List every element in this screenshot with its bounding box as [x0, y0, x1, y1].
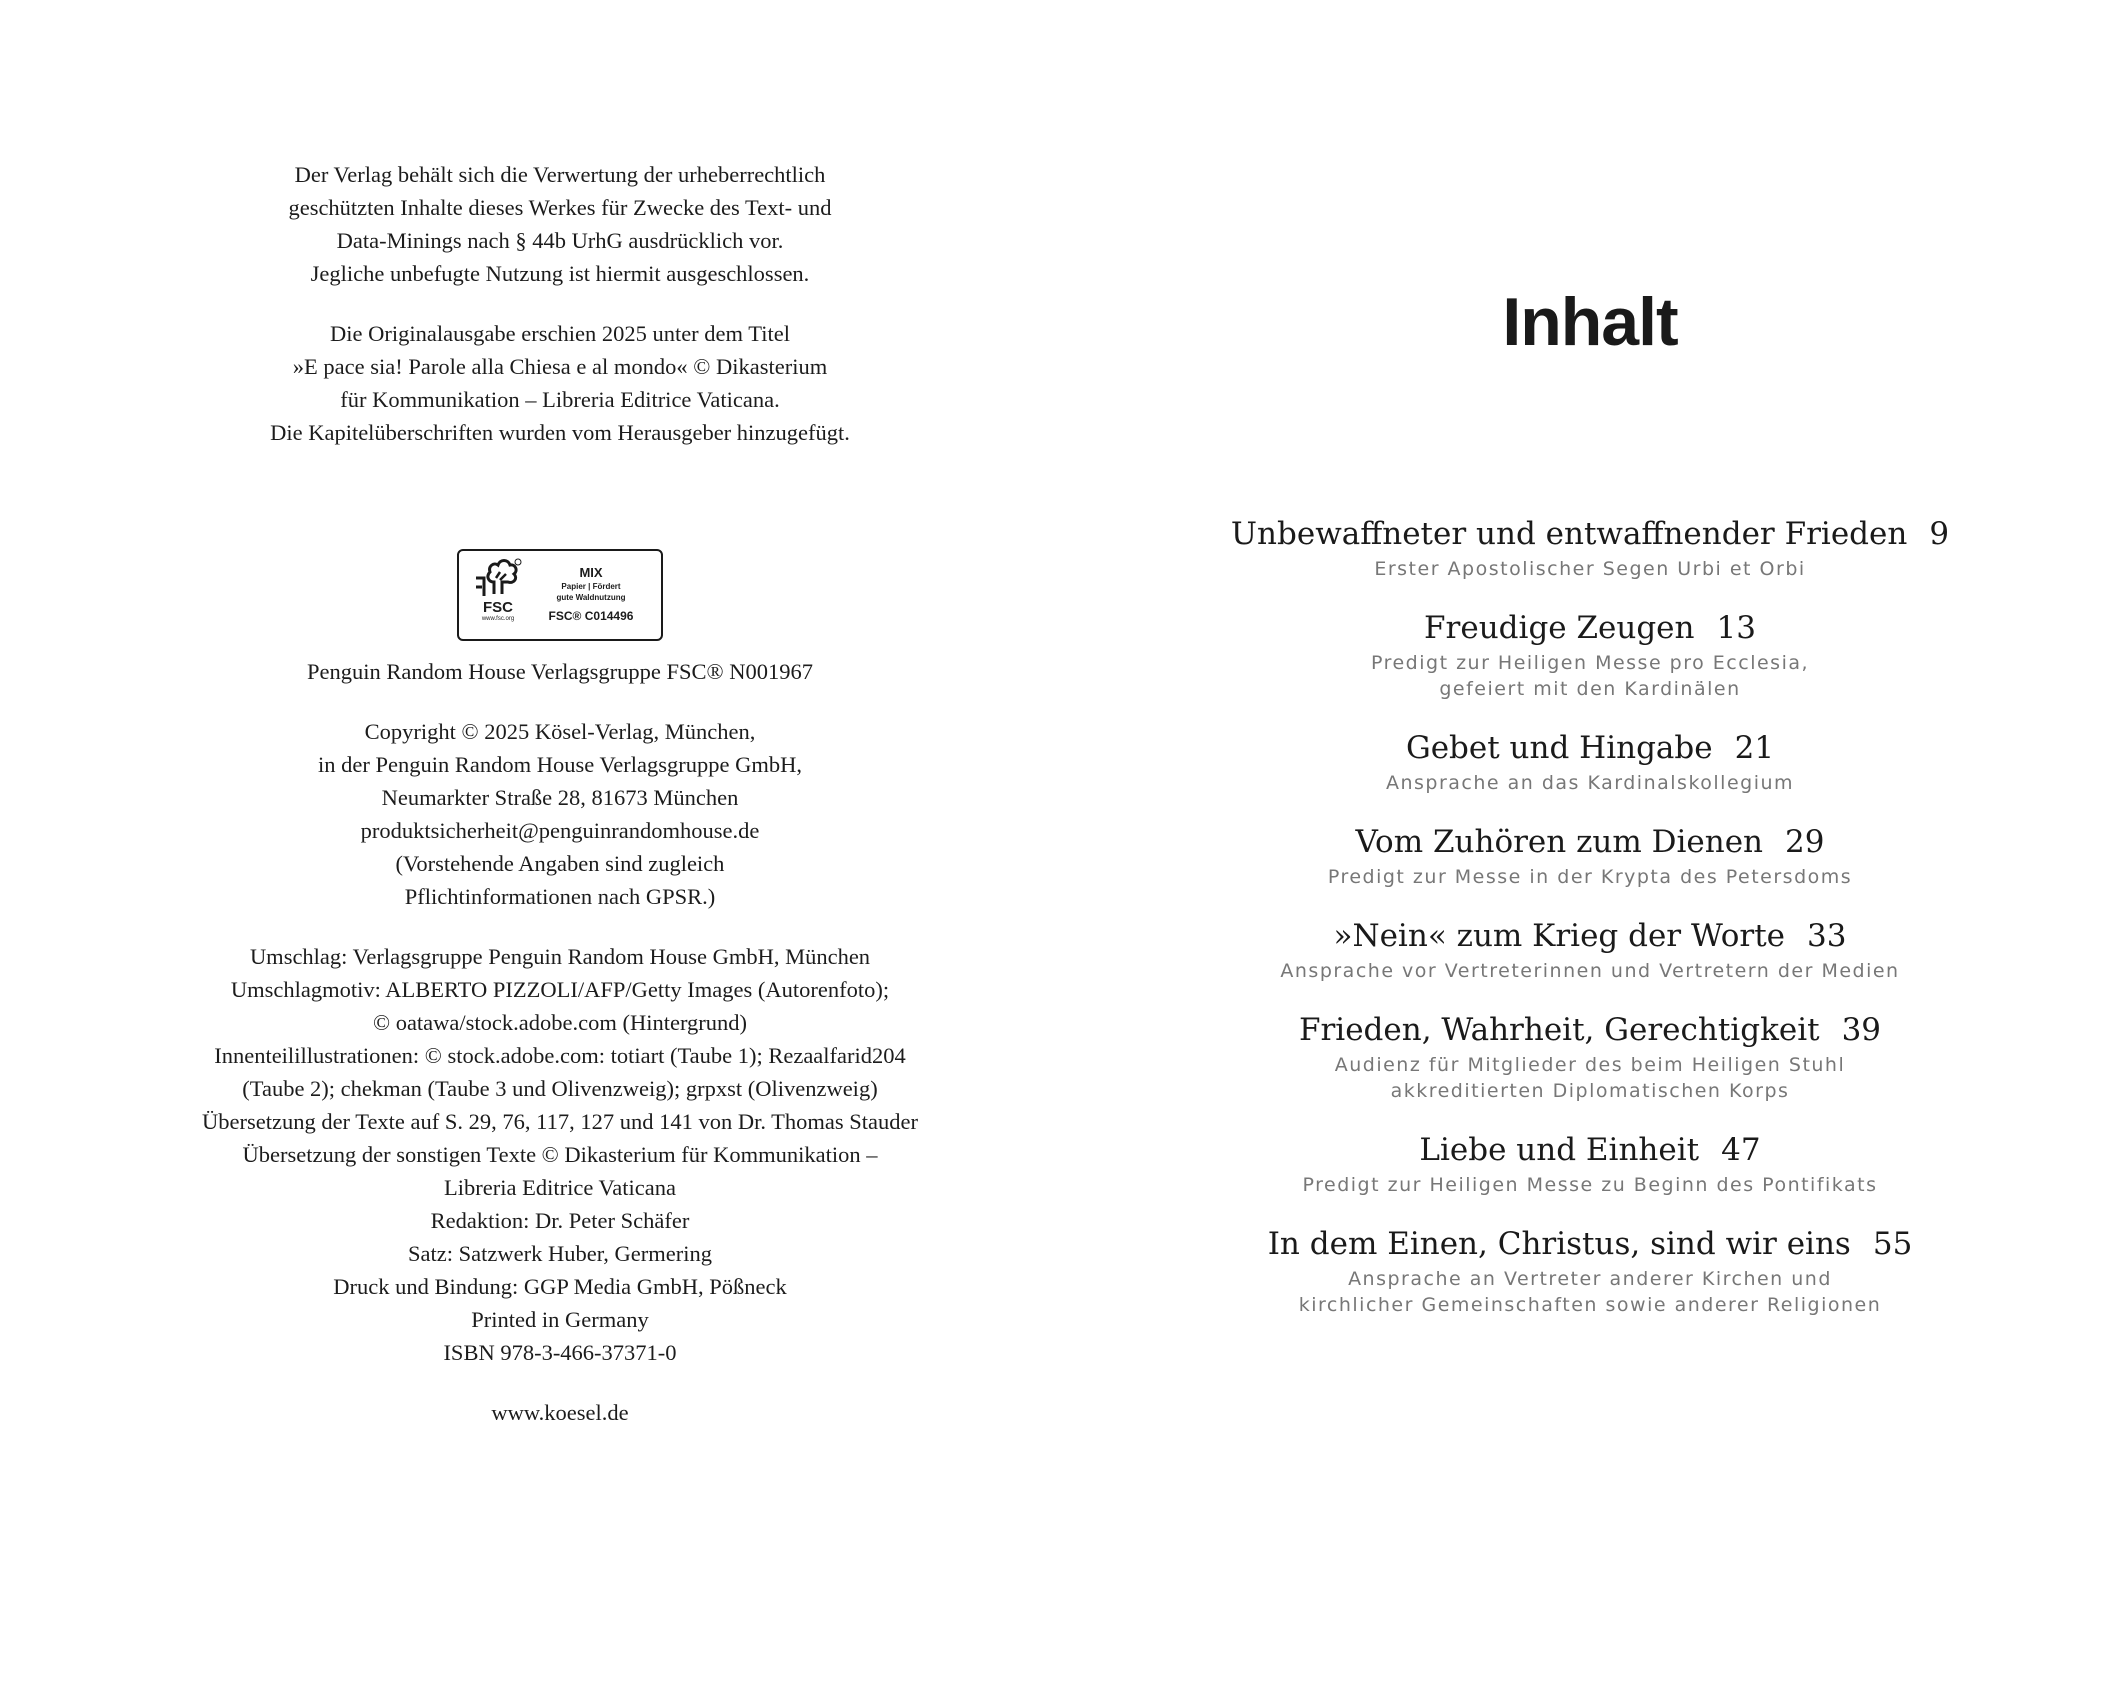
text-line: in der Penguin Random House Verlagsgruppe GmbH, — [318, 752, 802, 777]
fsc-paper-line-1: Papier | Fördert — [561, 582, 621, 591]
text-line: Satz: Satzwerk Huber, Germering — [408, 1241, 712, 1266]
text-line: Neumarkter Straße 28, 81673 München — [381, 785, 739, 810]
text-line: für Kommunikation – Libreria Editrice Vaticana. — [340, 387, 780, 412]
text-line: Penguin Random House Verlagsgruppe FSC® N001967 — [306, 659, 814, 684]
toc-entry-heading — [1190, 726, 1990, 770]
text-line: Umschlag: Verlagsgruppe Penguin Random House GmbH, München — [249, 944, 871, 969]
text-line: Übersetzung der sonstigen Texte © Dikasterium für Kommunikation – — [242, 1142, 878, 1167]
toc-entry-heading — [1190, 606, 1990, 650]
text-line: Die Originalausgabe erschien 2025 unter dem Titel — [330, 321, 790, 346]
toc-entry-subtitle — [1190, 1266, 1990, 1318]
toc-entry-heading — [1190, 1008, 1990, 1052]
text-line: Data-Minings nach § 44b UrhG ausdrücklich vor. — [336, 228, 784, 253]
toc-entry-heading — [1190, 820, 1990, 864]
text-line: ISBN 978-3-466-37371-0 — [443, 1340, 677, 1365]
toc-entry-page-number: 33 — [1807, 918, 1847, 954]
text-mining-notice — [140, 158, 980, 290]
toc-subtitle-line: Predigt zur Heiligen Messe zu Beginn des Pontifikats — [1302, 1174, 1878, 1196]
publisher-website — [140, 1396, 980, 1429]
toc-subtitle-line: Erster Apostolischer Segen Urbi et Orbi — [1374, 558, 1806, 580]
toc-entry-title: Vom Zuhören zum Dienen — [1355, 824, 1764, 860]
text-line: Jegliche unbefugte Nutzung ist hiermit ausgeschlossen. — [310, 261, 810, 286]
toc-entry-heading — [1190, 512, 1990, 556]
toc-entry[interactable] — [1190, 1008, 1990, 1104]
toc-subtitle-line: Predigt zur Heiligen Messe pro Ecclesia, — [1370, 652, 1810, 674]
text-line: Umschlagmotiv: ALBERTO PIZZOLI/AFP/Getty Images (Autorenfoto); — [230, 977, 890, 1002]
toc-entry[interactable] — [1190, 914, 1990, 984]
text-line: Pflichtinformationen nach GPSR.) — [404, 884, 716, 909]
toc-entry[interactable] — [1190, 1128, 1990, 1198]
text-line: produktsicherheit@penguinrandomhouse.de — [360, 818, 760, 843]
original-edition-notice — [140, 317, 980, 449]
toc-entry-page-number: 29 — [1785, 824, 1825, 860]
toc-entry-subtitle — [1190, 1052, 1990, 1104]
toc-page — [1190, 282, 1990, 1342]
toc-entry-page-number: 9 — [1929, 516, 1950, 552]
text-line: Redaktion: Dr. Peter Schäfer — [430, 1208, 690, 1233]
toc-entry-subtitle — [1190, 1172, 1990, 1198]
toc-entry[interactable] — [1190, 606, 1990, 702]
toc-entry-page-number: 13 — [1716, 610, 1756, 646]
text-line: Die Kapitelüberschriften wurden vom Herausgeber hinzugefügt. — [270, 420, 850, 445]
toc-entry-subtitle — [1190, 958, 1990, 984]
toc-entry-heading — [1190, 1222, 1990, 1266]
toc-entry[interactable] — [1190, 820, 1990, 890]
toc-entry-subtitle — [1190, 556, 1990, 582]
toc-subtitle-line: Ansprache an das Kardinalskollegium — [1385, 772, 1795, 794]
text-line: »E pace sia! Parole alla Chiesa e al mondo« © Dikasterium — [292, 354, 828, 379]
text-line: © oatawa/stock.adobe.com (Hintergrund) — [372, 1010, 748, 1035]
publisher-fsc-line — [140, 655, 980, 688]
toc-subtitle-line: Predigt zur Messe in der Krypta des Petersdoms — [1327, 866, 1853, 888]
text-line: Libreria Editrice Vaticana — [444, 1175, 676, 1200]
toc-entry[interactable] — [1190, 726, 1990, 796]
text-line: geschützten Inhalte dieses Werkes für Zwecke des Text- und — [288, 195, 832, 220]
toc-entry-title: Frieden, Wahrheit, Gerechtigkeit — [1298, 1012, 1820, 1048]
toc-subtitle-line: Ansprache vor Vertreterinnen und Vertretern der Medien — [1280, 960, 1900, 982]
toc-subtitle-line: Audienz für Mitglieder des beim Heiligen Stuhl — [1334, 1054, 1846, 1076]
toc-entry-title: In dem Einen, Christus, sind wir eins — [1267, 1226, 1851, 1262]
text-line: Übersetzung der Texte auf S. 29, 76, 117, 127 und 141 von Dr. Thomas Stauder — [201, 1109, 919, 1134]
toc-entry[interactable] — [1190, 512, 1990, 582]
toc-list — [1190, 512, 1990, 1318]
fsc-tree-icon — [472, 556, 524, 600]
fsc-mix-text: MIX — [579, 565, 603, 580]
toc-entry-subtitle — [1190, 864, 1990, 890]
toc-entry-subtitle — [1190, 650, 1990, 702]
toc-entry-heading — [1190, 1128, 1990, 1172]
fsc-mix-label — [457, 549, 663, 641]
toc-subtitle-line: kirchlicher Gemeinschaften sowie anderer Religionen — [1298, 1294, 1882, 1316]
toc-title: Inhalt — [1502, 284, 1678, 360]
toc-entry-title: »Nein« zum Krieg der Worte — [1333, 918, 1786, 954]
toc-entry-heading — [1190, 914, 1990, 958]
toc-entry-title: Gebet und Hingabe — [1405, 730, 1713, 766]
imprint-page — [140, 158, 980, 1429]
text-line: (Vorstehende Angaben sind zugleich — [395, 851, 725, 876]
fsc-tree-logo: FSC www.fsc.org — [467, 556, 529, 634]
text-line: Druck und Bindung: GGP Media GmbH, Pößneck — [333, 1274, 787, 1299]
text-line: www.koesel.de — [491, 1400, 629, 1425]
toc-subtitle-line: gefeiert mit den Kardinälen — [1439, 678, 1741, 700]
credits-block — [140, 940, 980, 1369]
text-line: Innenteilillustrationen: © stock.adobe.com: totiart (Taube 1); Rezaalfarid204 — [214, 1043, 906, 1068]
toc-entry-page-number: 21 — [1734, 730, 1775, 766]
toc-subtitle-line: Ansprache an Vertreter anderer Kirchen und — [1348, 1268, 1832, 1290]
toc-entry-page-number: 39 — [1841, 1012, 1882, 1048]
toc-entry-title: Freudige Zeugen — [1424, 610, 1695, 646]
toc-entry[interactable] — [1190, 1222, 1990, 1318]
toc-entry-title: Liebe und Einheit — [1419, 1132, 1700, 1168]
toc-subtitle-line: akkreditierten Diplomatischen Korps — [1390, 1080, 1790, 1102]
text-line: Copyright © 2025 Kösel-Verlag, München, — [364, 719, 756, 744]
toc-entry-title: Unbewaffneter und entwaffnender Frieden — [1230, 516, 1908, 552]
text-line: (Taube 2); chekman (Taube 3 und Olivenzweig); grpxst (Olivenzweig) — [242, 1076, 878, 1101]
fsc-license-code: FSC® C014496 — [548, 609, 634, 623]
text-line: Printed in Germany — [471, 1307, 649, 1332]
toc-entry-subtitle — [1190, 770, 1990, 796]
fsc-paper-line-2: gute Waldnutzung — [556, 593, 626, 602]
copyright-block — [140, 715, 980, 913]
toc-entry-page-number: 47 — [1721, 1132, 1761, 1168]
toc-entry-page-number: 55 — [1872, 1226, 1913, 1262]
text-line: Der Verlag behält sich die Verwertung der urheberrechtlich — [294, 162, 826, 187]
